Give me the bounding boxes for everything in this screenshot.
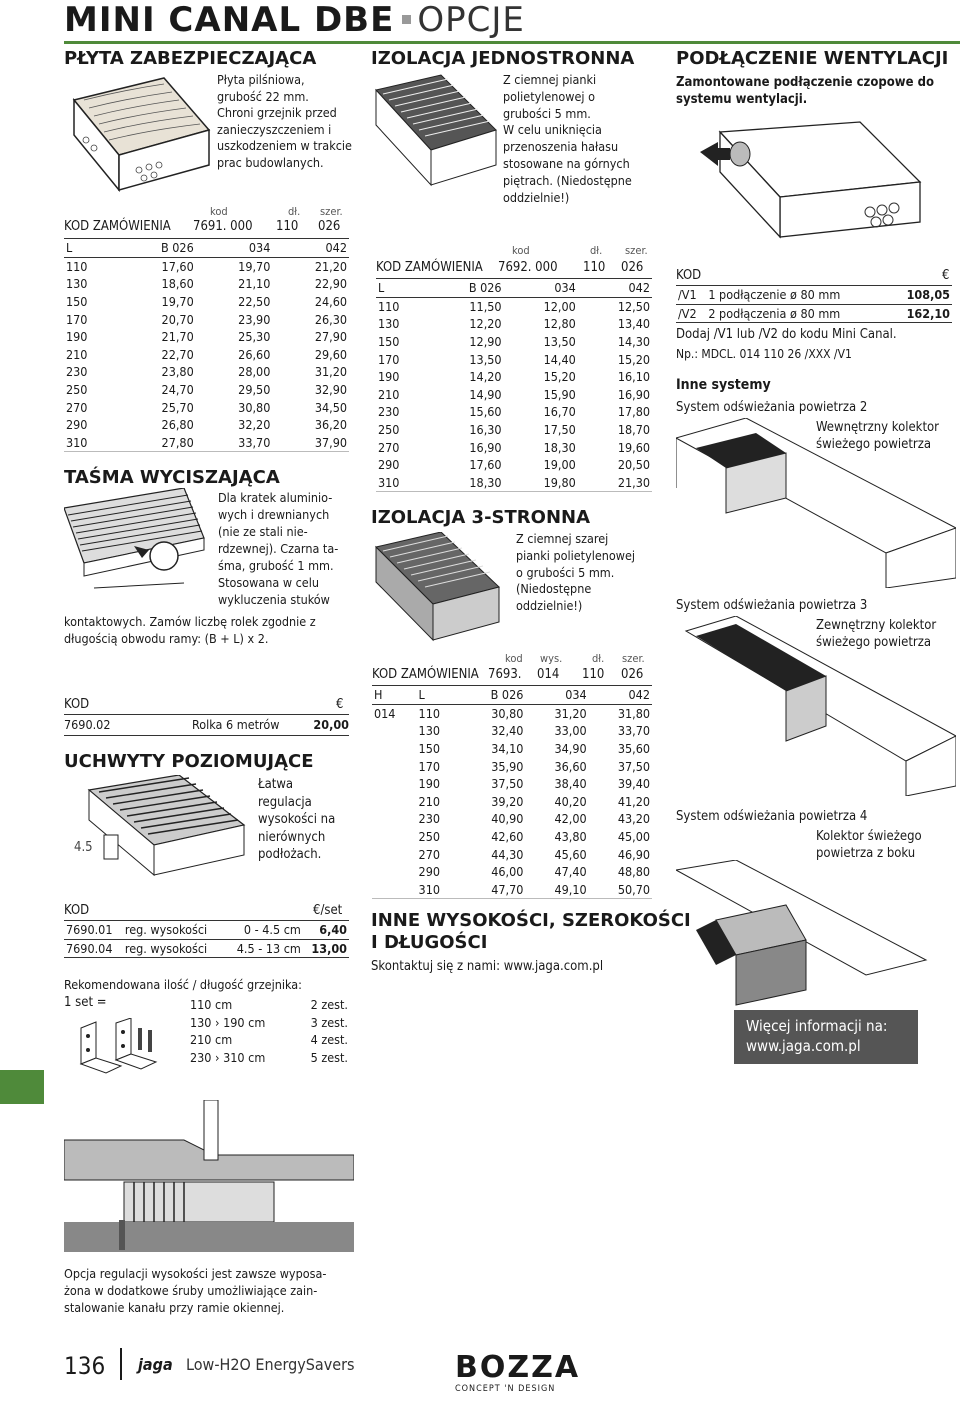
table-cell: 150 bbox=[418, 741, 441, 757]
plyta-description: Płyta pilśniowa, grubość 22 mm. Chroni grzejnik przed zanieczyszczeniem i uszkodzeniem w trakcie prac budowlanych. bbox=[217, 72, 352, 170]
table-cell: 19,70 bbox=[161, 294, 194, 310]
table-cell: 110 bbox=[378, 298, 400, 314]
table-cell: 25,70 bbox=[161, 399, 194, 415]
izol3-title: IZOLACJA 3-STRONNA bbox=[371, 507, 591, 528]
table-cell: 210 bbox=[378, 386, 400, 402]
table-cell: 290 bbox=[418, 864, 441, 880]
leveling-brackets-illustration bbox=[64, 775, 254, 885]
table-cell: 190 bbox=[378, 369, 400, 385]
code-header-kod: kod bbox=[210, 205, 228, 218]
table-cell: 250 bbox=[418, 829, 441, 845]
system-2-illustration bbox=[676, 418, 956, 588]
table-cell bbox=[372, 810, 417, 828]
table-row bbox=[676, 304, 952, 323]
table-cell: 2 zest. bbox=[310, 997, 348, 1013]
table-cell: 21,10 bbox=[238, 276, 271, 292]
table-cell: 27,90 bbox=[314, 329, 347, 345]
izol3-order-code: 7693. bbox=[488, 667, 522, 682]
tasma-description-full: kontaktowych. Zamów liczbę rolek zgodnie z długością obwodu ramy: (B + L) x 2. bbox=[64, 614, 316, 646]
table-cell: 21,30 bbox=[578, 474, 652, 492]
tasma-title: TAŚMA WYCISZAJĄCA bbox=[64, 467, 280, 488]
izol1-order-label: KOD ZAMÓWIENIA bbox=[376, 260, 483, 275]
table-cell bbox=[372, 863, 417, 881]
izol1-order-code: 7692. 000 bbox=[498, 260, 558, 275]
table-cell: 39,40 bbox=[617, 776, 650, 792]
table-cell: 19,70 bbox=[238, 258, 271, 274]
table-cell: 36,20 bbox=[314, 417, 347, 433]
table-cell: 45,60 bbox=[554, 846, 587, 862]
table-row bbox=[188, 1031, 350, 1049]
table-cell: 14,90 bbox=[469, 386, 502, 402]
table-row bbox=[64, 293, 349, 311]
table-cell: 20,50 bbox=[617, 457, 650, 473]
table-cell: 29,50 bbox=[238, 382, 271, 398]
table-cell: 33,70 bbox=[196, 434, 273, 452]
table-cell: 37,90 bbox=[272, 434, 349, 452]
plyta-order-dl: 110 bbox=[276, 219, 299, 234]
table-row bbox=[64, 381, 349, 399]
table-cell: 26,60 bbox=[238, 346, 271, 362]
table-row bbox=[376, 386, 652, 404]
table-row bbox=[676, 286, 952, 305]
table-cell: 30,80 bbox=[491, 705, 524, 721]
table-cell bbox=[372, 793, 417, 811]
table-row bbox=[376, 297, 652, 315]
table-row bbox=[64, 434, 349, 452]
side-tab bbox=[0, 1070, 44, 1104]
table-cell: 31,20 bbox=[314, 364, 347, 380]
table-cell: 16,70 bbox=[543, 404, 576, 420]
header-rule bbox=[64, 41, 960, 44]
table-cell: 23,80 bbox=[161, 364, 194, 380]
table-cell: 23,90 bbox=[238, 311, 271, 327]
tasma-price-row: 7690.02 Rolka 6 metrów 20,00 bbox=[64, 714, 349, 736]
table-row bbox=[64, 416, 349, 434]
recommendation-title: Rekomendowana ilość / długość grzejnika: bbox=[64, 977, 302, 992]
table-cell: 18,30 bbox=[428, 474, 503, 492]
table-row bbox=[376, 368, 652, 386]
table-cell: 25,30 bbox=[238, 329, 271, 345]
table-row bbox=[188, 1049, 350, 1067]
table-cell: 17,60 bbox=[161, 258, 194, 274]
table-cell: 12,90 bbox=[469, 334, 502, 350]
table-cell: 110 bbox=[418, 705, 441, 721]
table-cell: 270 bbox=[378, 439, 400, 455]
table-cell: 22,50 bbox=[238, 294, 271, 310]
code-header-kod: kod bbox=[512, 244, 530, 257]
systems-title: Inne systemy bbox=[676, 377, 771, 393]
table-cell: 21,70 bbox=[161, 329, 194, 345]
single-side-insulation-illustration bbox=[371, 70, 501, 200]
izol3-description: Z ciemnej szarej pianki polietylenowej o grubości 5 mm. (Niedostępne oddzielnie!) bbox=[516, 531, 636, 614]
table-cell: 19,60 bbox=[617, 439, 650, 455]
table-cell: 15,20 bbox=[617, 351, 650, 367]
table-cell: 37,50 bbox=[491, 776, 524, 792]
table-cell: 34,10 bbox=[491, 741, 524, 757]
table-cell: 13,40 bbox=[617, 316, 650, 332]
table-cell: /V1 bbox=[676, 286, 706, 305]
table-cell: 38,40 bbox=[554, 776, 587, 792]
wentylacja-title: PODŁĄCZENIE WENTYLACJI bbox=[676, 48, 949, 69]
table-cell: 14,20 bbox=[469, 369, 502, 385]
izol1-title: IZOLACJA JEDNOSTRONNA bbox=[371, 48, 635, 69]
table-cell: 2 podłączenia ø 80 mm bbox=[706, 304, 888, 323]
page-number: 136 bbox=[64, 1352, 106, 1380]
table-cell: 46,90 bbox=[617, 846, 650, 862]
table-cell: 310 bbox=[64, 434, 118, 452]
table-row bbox=[64, 363, 349, 381]
table-cell: /V2 bbox=[676, 304, 706, 323]
table-cell: 29,60 bbox=[314, 346, 347, 362]
table-cell: 47,40 bbox=[554, 864, 587, 880]
table-cell: 17,60 bbox=[469, 457, 502, 473]
table-row bbox=[372, 845, 652, 863]
table-row bbox=[376, 350, 652, 368]
table-cell: 15,20 bbox=[543, 369, 576, 385]
table-cell: 32,20 bbox=[238, 417, 271, 433]
izol3-order-szer: 026 bbox=[621, 667, 644, 682]
table-cell: 34,90 bbox=[554, 741, 587, 757]
table-cell: 33,70 bbox=[617, 723, 650, 739]
table-row bbox=[64, 328, 349, 346]
table-cell: 290 bbox=[66, 417, 88, 433]
table-cell: 230 bbox=[418, 811, 441, 827]
ventilation-connection-illustration bbox=[700, 112, 930, 260]
table-row bbox=[376, 474, 652, 492]
table-cell: 170 bbox=[378, 351, 400, 367]
table-row bbox=[376, 315, 652, 333]
plyta-order-szer: 026 bbox=[318, 219, 341, 234]
table-row bbox=[376, 403, 652, 421]
table-cell: 230 › 310 cm bbox=[190, 1050, 266, 1066]
table-row bbox=[372, 757, 652, 775]
table-cell: 3 zest. bbox=[310, 1014, 348, 1030]
table-cell: 32,90 bbox=[314, 382, 347, 398]
table-cell: 310 bbox=[417, 881, 462, 899]
wentylacja-add-note: Dodaj /V1 lub /V2 do kodu Mini Canal. bbox=[676, 327, 897, 342]
table-cell: 16,30 bbox=[469, 422, 502, 438]
table-cell: 33,00 bbox=[554, 723, 587, 739]
uchwyty-kod-label: KOD bbox=[64, 903, 90, 918]
table-cell: 47,70 bbox=[461, 881, 525, 899]
table-row bbox=[64, 275, 349, 293]
table-cell: 270 bbox=[66, 399, 88, 415]
plyta-price-table: L B 026 034 042 110 17,60 19,70 21,20 130 18,60 21,10 22,90 150 19,70 22,50 24,60 170 20,70 23,90 26,30 190 21,70 25,30 27,90 210 22,70 26,60 29,60 230 23,80 28,00 31,20 250 24,70 29,50 32,90 270 25,70 30,80 34,50 290 26,80 32,20 36,20 310 27,80 33,70 37,90 bbox=[66, 240, 347, 450]
table-cell: 170 bbox=[66, 311, 88, 327]
table-cell bbox=[372, 828, 417, 846]
table-cell: reg. wysokości bbox=[123, 939, 224, 958]
system-2-description: Wewnętrzny kolektor świeżego powietrza bbox=[816, 420, 939, 452]
table-cell bbox=[372, 740, 417, 758]
table-cell: 43,80 bbox=[554, 829, 587, 845]
acoustic-tape-illustration bbox=[64, 488, 214, 598]
table-cell: 16,10 bbox=[617, 369, 650, 385]
table-cell: 150 bbox=[66, 294, 88, 310]
table-cell: 13,50 bbox=[543, 334, 576, 350]
table-cell bbox=[372, 881, 417, 899]
table-cell: 0 - 4.5 cm bbox=[223, 921, 302, 940]
table-row bbox=[64, 257, 349, 275]
table-cell: 6,40 bbox=[303, 921, 349, 940]
tasma-euro: € bbox=[336, 697, 344, 712]
table-cell: 24,70 bbox=[161, 382, 194, 398]
table-row bbox=[372, 793, 652, 811]
table-cell: 270 bbox=[418, 846, 441, 862]
jaga-logo: jaga bbox=[138, 1355, 173, 1374]
table-cell: 190 bbox=[418, 776, 441, 792]
table-cell: 12,50 bbox=[617, 298, 650, 314]
table-cell: 190 bbox=[66, 329, 88, 345]
table-cell: 108,05 bbox=[888, 286, 952, 305]
table-cell: 15,90 bbox=[543, 386, 576, 402]
table-cell: 35,60 bbox=[617, 741, 650, 757]
plyta-order-code: 7691. 000 bbox=[193, 219, 253, 234]
table-cell: 39,20 bbox=[491, 793, 524, 809]
code-header-dl: dł. bbox=[590, 244, 603, 257]
code-header-wys: wys. bbox=[540, 652, 563, 665]
system-4-description: Kolektor świeżego powietrza z boku bbox=[816, 829, 922, 861]
code-header-dl: dł. bbox=[592, 652, 605, 665]
table-cell: 36,60 bbox=[554, 758, 587, 774]
table-cell: 24,60 bbox=[314, 294, 347, 310]
table-cell: 130 bbox=[418, 723, 441, 739]
table-cell: 210 bbox=[66, 346, 88, 362]
system-3-illustration bbox=[676, 616, 956, 796]
table-row bbox=[64, 346, 349, 364]
table-cell: 28,00 bbox=[238, 364, 271, 380]
izol3-order-dl: 110 bbox=[582, 667, 605, 682]
table-cell: 4.5 - 13 cm bbox=[223, 939, 302, 958]
system-2-title: System odświeżania powietrza 2 bbox=[676, 400, 868, 415]
table-row bbox=[372, 863, 652, 881]
uchwyty-note: Opcja regulacji wysokości jest zawsze wyposa- żona w dodatkowe śruby umożliwiające zain- stalowanie kanału przy ramie okiennej. bbox=[64, 1266, 327, 1315]
table-cell: 290 bbox=[378, 457, 400, 473]
footer-divider bbox=[120, 1348, 122, 1380]
table-row bbox=[188, 1014, 350, 1032]
table-row bbox=[64, 398, 349, 416]
izol3-order-label: KOD ZAMÓWIENIA bbox=[372, 667, 479, 682]
recommendation-table bbox=[188, 996, 350, 1066]
izol3-order-wys: 014 bbox=[537, 667, 560, 682]
table-cell: 22,90 bbox=[314, 276, 347, 292]
izol1-order-dl: 110 bbox=[583, 260, 606, 275]
table-cell: 21,20 bbox=[314, 258, 347, 274]
table-cell: 12,00 bbox=[543, 298, 576, 314]
table-cell: 17,80 bbox=[617, 404, 650, 420]
table-cell: 34,50 bbox=[314, 399, 347, 415]
table-cell: 250 bbox=[66, 382, 88, 398]
table-cell: 18,70 bbox=[617, 422, 650, 438]
table-cell: 230 bbox=[378, 404, 400, 420]
three-side-insulation-illustration bbox=[371, 532, 506, 652]
table-row bbox=[372, 775, 652, 793]
table-cell: 130 › 190 cm bbox=[190, 1014, 266, 1030]
table-row bbox=[372, 704, 652, 722]
table-cell: 014 bbox=[374, 705, 396, 721]
wentylacja-example: Np.: MDCL. 014 110 26 /XXX /V1 bbox=[676, 347, 852, 361]
plyta-order-label: KOD ZAMÓWIENIA bbox=[64, 219, 171, 234]
code-header-szer: szer. bbox=[320, 205, 343, 218]
bracket-hardware-illustration bbox=[76, 1018, 166, 1076]
table-cell: 30,80 bbox=[238, 399, 271, 415]
table-cell: 49,10 bbox=[525, 881, 588, 899]
table-cell: 150 bbox=[378, 334, 400, 350]
tagline: Low-H2O EnergySavers bbox=[186, 1355, 355, 1374]
table-cell: 42,60 bbox=[491, 829, 524, 845]
plyta-title: PŁYTA ZABEZPIECZAJĄCA bbox=[64, 48, 317, 69]
table-cell: 18,30 bbox=[543, 439, 576, 455]
table-cell: 230 bbox=[66, 364, 88, 380]
window-frame-installation-illustration bbox=[64, 1100, 354, 1252]
wentylacja-price-table bbox=[676, 285, 952, 323]
table-cell: 110 cm bbox=[190, 997, 233, 1013]
code-header-kod: kod bbox=[505, 652, 523, 665]
table-cell: 130 bbox=[66, 276, 88, 292]
set-label: 1 set = bbox=[64, 995, 107, 1010]
table-cell: 1 podłączenie ø 80 mm bbox=[706, 286, 888, 305]
table-cell: 110 bbox=[66, 258, 88, 274]
izol1-price-table: L B 026 034 042 110 11,50 12,00 12,50 130 12,20 12,80 13,40 150 12,90 13,50 14,30 170 13,50 14,40 15,20 190 14,20 15,20 16,10 210 14,90 15,90 16,90 230 15,60 16,70 17,80 250 16,30 17,50 18,70 270 16,90 18,30 19,60 290 17,60 19,00 20,50 310 18,30 19,80 21,30 bbox=[378, 280, 650, 490]
table-row bbox=[376, 438, 652, 456]
uchwyty-title: UCHWYTY POZIOMUJĄCE bbox=[64, 751, 314, 772]
table-cell: 14,40 bbox=[543, 351, 576, 367]
table-cell: reg. wysokości bbox=[123, 921, 224, 940]
inne-title: INNE WYSOKOŚCI, SZEROKOŚCI I DŁUGOŚCI bbox=[371, 910, 691, 953]
system-3-title: System odświeżania powietrza 3 bbox=[676, 598, 868, 613]
table-cell: 7690.01 bbox=[64, 921, 123, 940]
table-row bbox=[376, 421, 652, 439]
table-cell: 5 zest. bbox=[310, 1050, 348, 1066]
table-cell: 18,60 bbox=[161, 276, 194, 292]
table-cell: 26,80 bbox=[161, 417, 194, 433]
table-row bbox=[376, 456, 652, 474]
table-cell: 12,80 bbox=[543, 316, 576, 332]
inne-contact: Skontaktuj się z nami: www.jaga.com.pl bbox=[371, 959, 604, 974]
table-cell: 37,50 bbox=[617, 758, 650, 774]
code-header-szer: szer. bbox=[622, 652, 645, 665]
wentylacja-euro: € bbox=[942, 268, 950, 283]
table-cell: 12,20 bbox=[469, 316, 502, 332]
table-cell: 17,50 bbox=[543, 422, 576, 438]
table-row bbox=[64, 310, 349, 328]
table-cell: 170 bbox=[418, 758, 441, 774]
table-row bbox=[64, 921, 349, 940]
uchwyty-unit: €/set bbox=[313, 903, 343, 918]
table-row bbox=[372, 722, 652, 740]
izol3-price-table: H L B 026 034 042 014 110 30,80 31,20 31,80 130 32,40 33,00 33,70 150 34,10 34,90 35,60 170 35,90 36,60 37,50 190 37,50 38,40 39,40 210 39,20 40,20 41,20 230 40,90 42,00 43,20 250 42,60 43,80 45,00 270 44,30 45,60 46,90 290 46,00 47,40 48,80 310 47,70 49,10 50,70 bbox=[374, 687, 650, 897]
table-cell: 16,90 bbox=[469, 439, 502, 455]
uchwyty-price-table bbox=[64, 920, 349, 958]
table-cell: 16,90 bbox=[617, 386, 650, 402]
table-cell: 310 bbox=[376, 474, 428, 492]
table-cell: 4 zest. bbox=[310, 1032, 348, 1048]
table-row bbox=[372, 810, 652, 828]
tasma-kod-label: KOD bbox=[64, 697, 90, 712]
table-cell: 31,80 bbox=[617, 705, 650, 721]
table-cell: 43,20 bbox=[617, 811, 650, 827]
table-cell: 162,10 bbox=[888, 304, 952, 323]
table-cell: 48,80 bbox=[617, 864, 650, 880]
table-row bbox=[372, 740, 652, 758]
table-cell: 19,80 bbox=[504, 474, 578, 492]
bozza-logo: BOZZA CONCEPT 'N DESIGN bbox=[455, 1350, 581, 1394]
izol1-order-szer: 026 bbox=[621, 260, 644, 275]
uchwyty-description: Łatwa regulacja wysokości na nierównych podłożach. bbox=[258, 777, 336, 862]
table-cell: 19,00 bbox=[543, 457, 576, 473]
table-cell: 40,20 bbox=[554, 793, 587, 809]
table-cell: 35,90 bbox=[491, 758, 524, 774]
table-cell: 41,20 bbox=[617, 793, 650, 809]
page-title: MINI CANAL DBE OPCJE bbox=[64, 0, 525, 40]
table-cell: 46,00 bbox=[491, 864, 524, 880]
tasma-description: Dla kratek aluminio- wych i drewnianych (nie ze stali nie- rdzewnej). Czarna ta- śma, grubość 1 mm. Stosowana w celu wykluczenia stuków bbox=[218, 490, 339, 607]
table-cell: 20,70 bbox=[161, 311, 194, 327]
table-cell: 13,50 bbox=[469, 351, 502, 367]
table-row bbox=[372, 881, 652, 899]
table-cell: 130 bbox=[378, 316, 400, 332]
table-row bbox=[372, 828, 652, 846]
table-cell: 13,00 bbox=[303, 939, 349, 958]
table-cell: 11,50 bbox=[469, 298, 502, 314]
table-cell: 15,60 bbox=[469, 404, 502, 420]
table-cell: 7690.04 bbox=[64, 939, 123, 958]
izol1-description: Z ciemnej pianki polietylenowej o grubości 5 mm. W celu uniknięcia przenoszenia hałasu stosowane na górnych piętrach. (Niedostępne oddzielnie!) bbox=[503, 72, 632, 205]
table-cell: 44,30 bbox=[491, 846, 524, 862]
table-cell: 40,90 bbox=[491, 811, 524, 827]
table-row bbox=[64, 939, 349, 958]
wentylacja-kod-label: KOD bbox=[676, 268, 702, 283]
code-header-dl: dł. bbox=[288, 205, 301, 218]
table-cell bbox=[372, 845, 417, 863]
table-cell bbox=[372, 775, 417, 793]
table-cell: 50,70 bbox=[589, 881, 652, 899]
height-dimension-label: 4.5 bbox=[74, 840, 93, 855]
table-row bbox=[376, 333, 652, 351]
table-cell: 14,30 bbox=[617, 334, 650, 350]
table-cell: 42,00 bbox=[554, 811, 587, 827]
table-cell: 32,40 bbox=[491, 723, 524, 739]
protective-board-illustration bbox=[64, 70, 214, 200]
wentylacja-subtitle: Zamontowane podłączenie czopowe do systemu wentylacji. bbox=[676, 75, 934, 107]
table-cell: 31,20 bbox=[554, 705, 587, 721]
more-info-box: Więcej informacji na: www.jaga.com.pl bbox=[734, 1010, 918, 1064]
table-cell: 26,30 bbox=[314, 311, 347, 327]
table-cell: 27,80 bbox=[118, 434, 196, 452]
table-cell: 45,00 bbox=[617, 829, 650, 845]
table-row bbox=[188, 996, 350, 1014]
table-cell: 210 cm bbox=[190, 1032, 233, 1048]
table-cell bbox=[372, 757, 417, 775]
table-cell: 250 bbox=[378, 422, 400, 438]
system-4-illustration bbox=[676, 860, 956, 1010]
code-header-szer: szer. bbox=[625, 244, 648, 257]
table-cell bbox=[372, 722, 417, 740]
system-3-description: Zewnętrzny kolektor świeżego powietrza bbox=[816, 618, 937, 650]
table-cell: 22,70 bbox=[161, 346, 194, 362]
system-4-title: System odświeżania powietrza 4 bbox=[676, 809, 868, 824]
table-cell: 210 bbox=[418, 793, 441, 809]
